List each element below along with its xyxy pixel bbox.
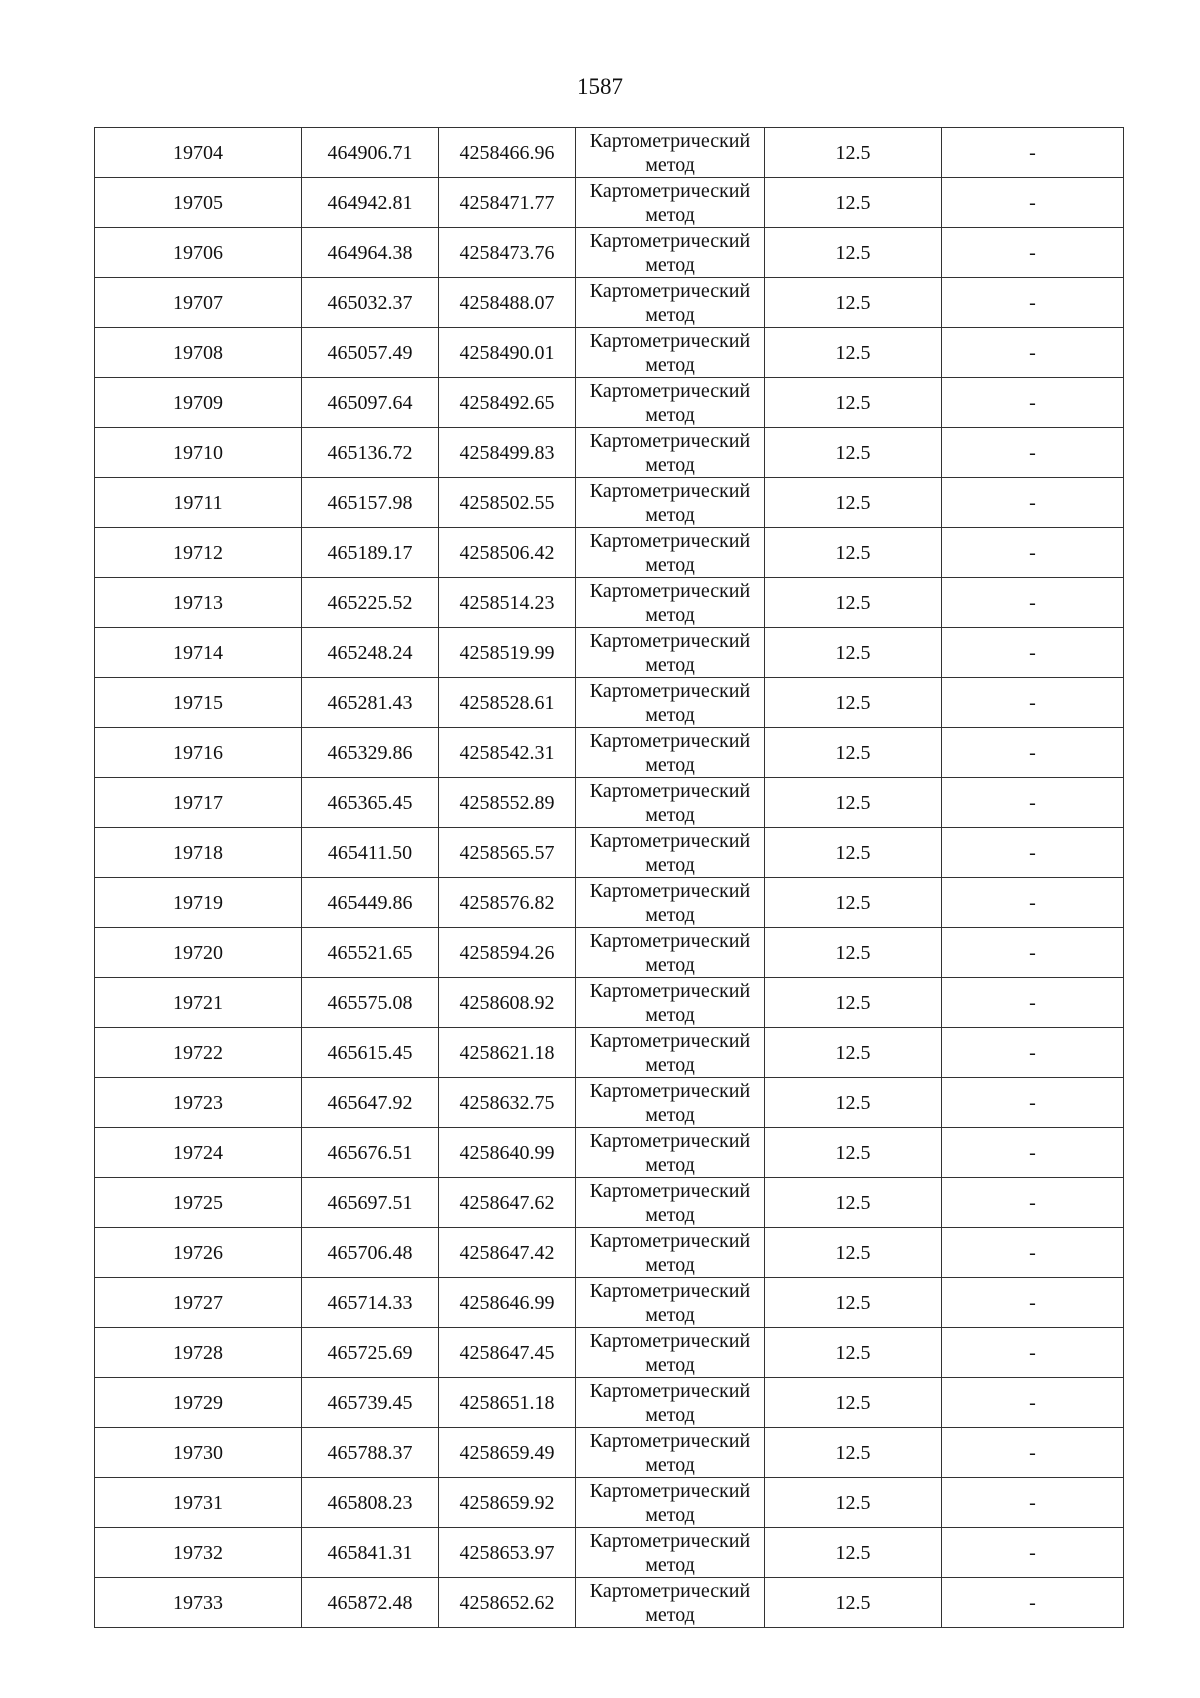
table-row: [95, 1378, 1124, 1428]
y-coordinate-cell: 4258632.75: [439, 1078, 576, 1128]
note-cell: -: [942, 1278, 1124, 1328]
table-row: [95, 128, 1124, 178]
y-coordinate-cell: 4258490.01: [439, 328, 576, 378]
point-id-cell: 19719: [95, 878, 302, 928]
method-cell: [576, 1228, 765, 1278]
method-line-1: Картометрический: [589, 1579, 751, 1602]
method-cell: [576, 928, 765, 978]
point-id-cell: 19718: [95, 828, 302, 878]
y-coordinate-cell: 4258621.18: [439, 1028, 576, 1078]
accuracy-cell: 12.5: [765, 128, 942, 178]
table-row: [95, 1578, 1124, 1628]
method-cell: [576, 278, 765, 328]
method-line-2: метод: [645, 853, 695, 876]
table-row: [95, 1028, 1124, 1078]
point-id-cell: 19704: [95, 128, 302, 178]
y-coordinate-cell: 4258652.62: [439, 1578, 576, 1628]
y-coordinate-cell: 4258647.42: [439, 1228, 576, 1278]
method-cell: [576, 128, 765, 178]
method-line-2: метод: [645, 1553, 695, 1576]
x-coordinate-cell: 465647.92: [302, 1078, 439, 1128]
method-line-1: Картометрический: [589, 179, 751, 202]
note-cell: -: [942, 1378, 1124, 1428]
table-body: [95, 128, 1124, 1628]
table-row: [95, 1428, 1124, 1478]
accuracy-cell: 12.5: [765, 878, 942, 928]
x-coordinate-cell: 465097.64: [302, 378, 439, 428]
method-line-2: метод: [645, 303, 695, 326]
method-cell: [576, 1078, 765, 1128]
table-row: [95, 478, 1124, 528]
x-coordinate-cell: 465739.45: [302, 1378, 439, 1428]
point-id-cell: 19707: [95, 278, 302, 328]
accuracy-cell: 12.5: [765, 628, 942, 678]
y-coordinate-cell: 4258647.62: [439, 1178, 576, 1228]
method-line-1: Картометрический: [589, 279, 751, 302]
x-coordinate-cell: 464906.71: [302, 128, 439, 178]
method-line-2: метод: [645, 703, 695, 726]
point-id-cell: 19709: [95, 378, 302, 428]
point-id-cell: 19725: [95, 1178, 302, 1228]
method-cell: [576, 178, 765, 228]
accuracy-cell: 12.5: [765, 678, 942, 728]
note-cell: -: [942, 678, 1124, 728]
method-line-1: Картометрический: [589, 1029, 751, 1052]
x-coordinate-cell: 465157.98: [302, 478, 439, 528]
table-row: [95, 1178, 1124, 1228]
method-line-1: Картометрический: [589, 1479, 751, 1502]
accuracy-cell: 12.5: [765, 528, 942, 578]
note-cell: -: [942, 778, 1124, 828]
x-coordinate-cell: 465411.50: [302, 828, 439, 878]
method-cell: [576, 828, 765, 878]
y-coordinate-cell: 4258514.23: [439, 578, 576, 628]
accuracy-cell: 12.5: [765, 578, 942, 628]
x-coordinate-cell: 465365.45: [302, 778, 439, 828]
x-coordinate-cell: 465788.37: [302, 1428, 439, 1478]
x-coordinate-cell: 465521.65: [302, 928, 439, 978]
accuracy-cell: 12.5: [765, 1278, 942, 1328]
table-row: [95, 728, 1124, 778]
table-row: [95, 228, 1124, 278]
note-cell: -: [942, 1528, 1124, 1578]
x-coordinate-cell: 464942.81: [302, 178, 439, 228]
note-cell: -: [942, 478, 1124, 528]
point-id-cell: 19708: [95, 328, 302, 378]
method-line-2: метод: [645, 1103, 695, 1126]
point-id-cell: 19727: [95, 1278, 302, 1328]
point-id-cell: 19712: [95, 528, 302, 578]
method-cell: [576, 628, 765, 678]
accuracy-cell: 12.5: [765, 1528, 942, 1578]
x-coordinate-cell: 465808.23: [302, 1478, 439, 1528]
method-line-2: метод: [645, 1403, 695, 1426]
note-cell: -: [942, 378, 1124, 428]
accuracy-cell: 12.5: [765, 1428, 942, 1478]
accuracy-cell: 12.5: [765, 1128, 942, 1178]
method-line-1: Картометрический: [589, 1329, 751, 1352]
y-coordinate-cell: 4258653.97: [439, 1528, 576, 1578]
point-id-cell: 19729: [95, 1378, 302, 1428]
x-coordinate-cell: 465248.24: [302, 628, 439, 678]
accuracy-cell: 12.5: [765, 828, 942, 878]
x-coordinate-cell: 465032.37: [302, 278, 439, 328]
x-coordinate-cell: 465714.33: [302, 1278, 439, 1328]
x-coordinate-cell: 465225.52: [302, 578, 439, 628]
method-line-1: Картометрический: [589, 229, 751, 252]
method-cell: [576, 1178, 765, 1228]
method-cell: [576, 728, 765, 778]
accuracy-cell: 12.5: [765, 1578, 942, 1628]
note-cell: -: [942, 328, 1124, 378]
y-coordinate-cell: 4258640.99: [439, 1128, 576, 1178]
accuracy-cell: 12.5: [765, 1078, 942, 1128]
x-coordinate-cell: 465615.45: [302, 1028, 439, 1078]
method-cell: [576, 428, 765, 478]
table-row: [95, 178, 1124, 228]
y-coordinate-cell: 4258473.76: [439, 228, 576, 278]
point-id-cell: 19721: [95, 978, 302, 1028]
method-line-1: Картометрический: [589, 1529, 751, 1552]
method-cell: [576, 378, 765, 428]
accuracy-cell: 12.5: [765, 1378, 942, 1428]
x-coordinate-cell: 465575.08: [302, 978, 439, 1028]
method-line-1: Картометрический: [589, 1429, 751, 1452]
note-cell: -: [942, 528, 1124, 578]
method-line-2: метод: [645, 503, 695, 526]
table-row: [95, 278, 1124, 328]
x-coordinate-cell: 465449.86: [302, 878, 439, 928]
method-line-2: метод: [645, 653, 695, 676]
method-cell: [576, 528, 765, 578]
method-line-1: Картометрический: [589, 1179, 751, 1202]
method-line-1: Картометрический: [589, 1079, 751, 1102]
table-row: [95, 1278, 1124, 1328]
note-cell: -: [942, 1328, 1124, 1378]
note-cell: -: [942, 978, 1124, 1028]
y-coordinate-cell: 4258471.77: [439, 178, 576, 228]
method-cell: [576, 978, 765, 1028]
accuracy-cell: 12.5: [765, 478, 942, 528]
method-cell: [576, 478, 765, 528]
table-row: [95, 778, 1124, 828]
y-coordinate-cell: 4258659.92: [439, 1478, 576, 1528]
method-line-1: Картометрический: [589, 579, 751, 602]
method-line-1: Картометрический: [589, 529, 751, 552]
method-line-1: Картометрический: [589, 379, 751, 402]
x-coordinate-cell: 465329.86: [302, 728, 439, 778]
method-line-2: метод: [645, 153, 695, 176]
table-row: [95, 1478, 1124, 1528]
x-coordinate-cell: 465057.49: [302, 328, 439, 378]
method-line-1: Картометрический: [589, 329, 751, 352]
note-cell: -: [942, 128, 1124, 178]
table-row: [95, 1328, 1124, 1378]
note-cell: -: [942, 178, 1124, 228]
table-row: [95, 1128, 1124, 1178]
note-cell: -: [942, 1028, 1124, 1078]
accuracy-cell: 12.5: [765, 1178, 942, 1228]
method-cell: [576, 1378, 765, 1428]
method-line-2: метод: [645, 1353, 695, 1376]
point-id-cell: 19732: [95, 1528, 302, 1578]
y-coordinate-cell: 4258542.31: [439, 728, 576, 778]
x-coordinate-cell: 465841.31: [302, 1528, 439, 1578]
y-coordinate-cell: 4258466.96: [439, 128, 576, 178]
method-line-2: метод: [645, 1303, 695, 1326]
accuracy-cell: 12.5: [765, 328, 942, 378]
accuracy-cell: 12.5: [765, 278, 942, 328]
y-coordinate-cell: 4258492.65: [439, 378, 576, 428]
accuracy-cell: 12.5: [765, 778, 942, 828]
method-line-2: метод: [645, 1503, 695, 1526]
table-row: [95, 578, 1124, 628]
method-line-2: метод: [645, 203, 695, 226]
note-cell: -: [942, 578, 1124, 628]
table-row: [95, 828, 1124, 878]
point-id-cell: 19716: [95, 728, 302, 778]
note-cell: -: [942, 1478, 1124, 1528]
method-cell: [576, 228, 765, 278]
accuracy-cell: 12.5: [765, 978, 942, 1028]
y-coordinate-cell: 4258576.82: [439, 878, 576, 928]
method-cell: [576, 678, 765, 728]
x-coordinate-cell: 465136.72: [302, 428, 439, 478]
y-coordinate-cell: 4258565.57: [439, 828, 576, 878]
method-line-2: метод: [645, 1003, 695, 1026]
note-cell: -: [942, 728, 1124, 778]
note-cell: -: [942, 1428, 1124, 1478]
table-row: [95, 328, 1124, 378]
method-line-1: Картометрический: [589, 929, 751, 952]
method-line-1: Картометрический: [589, 1379, 751, 1402]
table-row: [95, 628, 1124, 678]
point-id-cell: 19715: [95, 678, 302, 728]
method-cell: [576, 1128, 765, 1178]
table-row: [95, 878, 1124, 928]
table-row: [95, 378, 1124, 428]
y-coordinate-cell: 4258528.61: [439, 678, 576, 728]
y-coordinate-cell: 4258659.49: [439, 1428, 576, 1478]
method-line-2: метод: [645, 553, 695, 576]
page-number: 1587: [577, 74, 623, 99]
method-line-1: Картометрический: [589, 779, 751, 802]
table-row: [95, 1078, 1124, 1128]
method-line-2: метод: [645, 403, 695, 426]
accuracy-cell: 12.5: [765, 378, 942, 428]
method-cell: [576, 1528, 765, 1578]
method-line-2: метод: [645, 753, 695, 776]
point-id-cell: 19706: [95, 228, 302, 278]
y-coordinate-cell: 4258488.07: [439, 278, 576, 328]
method-line-1: Картометрический: [589, 1279, 751, 1302]
x-coordinate-cell: 465706.48: [302, 1228, 439, 1278]
table-row: [95, 978, 1124, 1028]
method-cell: [576, 1578, 765, 1628]
y-coordinate-cell: 4258647.45: [439, 1328, 576, 1378]
accuracy-cell: 12.5: [765, 1028, 942, 1078]
point-id-cell: 19714: [95, 628, 302, 678]
method-line-2: метод: [645, 253, 695, 276]
method-line-2: метод: [645, 353, 695, 376]
method-line-2: метод: [645, 1603, 695, 1626]
point-id-cell: 19711: [95, 478, 302, 528]
method-line-2: метод: [645, 1453, 695, 1476]
point-id-cell: 19717: [95, 778, 302, 828]
point-id-cell: 19723: [95, 1078, 302, 1128]
y-coordinate-cell: 4258502.55: [439, 478, 576, 528]
method-line-2: метод: [645, 1153, 695, 1176]
point-id-cell: 19710: [95, 428, 302, 478]
point-id-cell: 19726: [95, 1228, 302, 1278]
x-coordinate-cell: 465872.48: [302, 1578, 439, 1628]
accuracy-cell: 12.5: [765, 428, 942, 478]
point-id-cell: 19730: [95, 1428, 302, 1478]
table-row: [95, 678, 1124, 728]
method-cell: [576, 778, 765, 828]
note-cell: -: [942, 828, 1124, 878]
method-line-1: Картометрический: [589, 629, 751, 652]
accuracy-cell: 12.5: [765, 228, 942, 278]
x-coordinate-cell: 465725.69: [302, 1328, 439, 1378]
table-row: [95, 1528, 1124, 1578]
accuracy-cell: 12.5: [765, 1478, 942, 1528]
y-coordinate-cell: 4258594.26: [439, 928, 576, 978]
method-line-2: метод: [645, 803, 695, 826]
note-cell: -: [942, 928, 1124, 978]
accuracy-cell: 12.5: [765, 928, 942, 978]
y-coordinate-cell: 4258608.92: [439, 978, 576, 1028]
note-cell: -: [942, 628, 1124, 678]
y-coordinate-cell: 4258646.99: [439, 1278, 576, 1328]
method-line-1: Картометрический: [589, 1129, 751, 1152]
method-cell: [576, 328, 765, 378]
method-line-1: Картометрический: [589, 729, 751, 752]
accuracy-cell: 12.5: [765, 1328, 942, 1378]
method-line-2: метод: [645, 1203, 695, 1226]
method-line-1: Картометрический: [589, 479, 751, 502]
y-coordinate-cell: 4258651.18: [439, 1378, 576, 1428]
method-line-2: метод: [645, 903, 695, 926]
method-line-2: метод: [645, 603, 695, 626]
method-cell: [576, 1328, 765, 1378]
method-line-1: Картометрический: [589, 429, 751, 452]
coordinates-table: [94, 127, 1124, 1628]
note-cell: -: [942, 1228, 1124, 1278]
y-coordinate-cell: 4258499.83: [439, 428, 576, 478]
y-coordinate-cell: 4258506.42: [439, 528, 576, 578]
method-line-1: Картометрический: [589, 879, 751, 902]
point-id-cell: 19733: [95, 1578, 302, 1628]
note-cell: -: [942, 428, 1124, 478]
point-id-cell: 19724: [95, 1128, 302, 1178]
x-coordinate-cell: 465676.51: [302, 1128, 439, 1178]
note-cell: -: [942, 1178, 1124, 1228]
method-line-1: Картометрический: [589, 679, 751, 702]
note-cell: -: [942, 1078, 1124, 1128]
method-line-2: метод: [645, 1253, 695, 1276]
note-cell: -: [942, 1578, 1124, 1628]
y-coordinate-cell: 4258519.99: [439, 628, 576, 678]
y-coordinate-cell: 4258552.89: [439, 778, 576, 828]
note-cell: -: [942, 278, 1124, 328]
method-line-1: Картометрический: [589, 129, 751, 152]
note-cell: -: [942, 1128, 1124, 1178]
accuracy-cell: 12.5: [765, 1228, 942, 1278]
method-line-1: Картометрический: [589, 1229, 751, 1252]
method-cell: [576, 578, 765, 628]
note-cell: -: [942, 878, 1124, 928]
method-cell: [576, 878, 765, 928]
table-row: [95, 528, 1124, 578]
method-line-2: метод: [645, 453, 695, 476]
method-cell: [576, 1028, 765, 1078]
method-line-2: метод: [645, 1053, 695, 1076]
method-cell: [576, 1478, 765, 1528]
note-cell: -: [942, 228, 1124, 278]
point-id-cell: 19731: [95, 1478, 302, 1528]
method-line-1: Картометрический: [589, 979, 751, 1002]
table-row: [95, 928, 1124, 978]
method-cell: [576, 1428, 765, 1478]
table-row: [95, 1228, 1124, 1278]
x-coordinate-cell: 465697.51: [302, 1178, 439, 1228]
method-line-1: Картометрический: [589, 829, 751, 852]
table-row: [95, 428, 1124, 478]
point-id-cell: 19722: [95, 1028, 302, 1078]
point-id-cell: 19728: [95, 1328, 302, 1378]
point-id-cell: 19720: [95, 928, 302, 978]
x-coordinate-cell: 465281.43: [302, 678, 439, 728]
accuracy-cell: 12.5: [765, 178, 942, 228]
method-cell: [576, 1278, 765, 1328]
method-line-2: метод: [645, 953, 695, 976]
x-coordinate-cell: 464964.38: [302, 228, 439, 278]
accuracy-cell: 12.5: [765, 728, 942, 778]
x-coordinate-cell: 465189.17: [302, 528, 439, 578]
point-id-cell: 19705: [95, 178, 302, 228]
point-id-cell: 19713: [95, 578, 302, 628]
